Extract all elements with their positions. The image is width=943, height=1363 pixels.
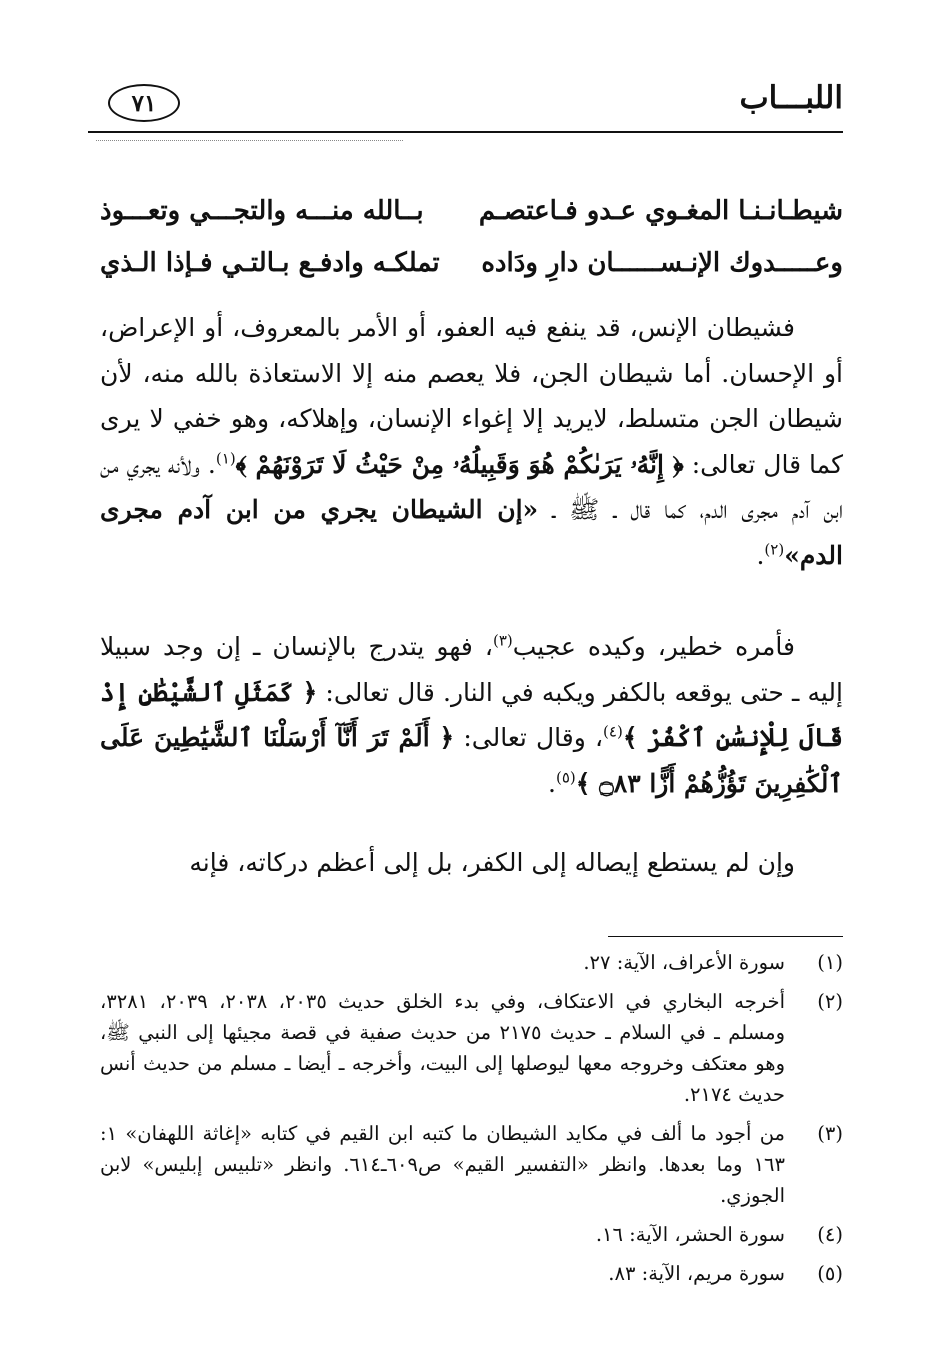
verse-first-hemistich: وعـــــدوك الإنـســــــان دارِ ودَاده bbox=[481, 248, 843, 278]
verse-first-hemistich: شيطـانـنـا المغـوي عـدو فـاعتصـم bbox=[478, 196, 843, 226]
footnote-ref: (٥) bbox=[556, 768, 576, 787]
footnote bbox=[100, 1258, 843, 1289]
paragraph-text: . bbox=[548, 768, 556, 798]
page-number: ٧١ bbox=[131, 89, 157, 117]
paragraph-1 bbox=[100, 305, 843, 578]
footnote-text: سورة الحشر، الآية: ١٦. bbox=[595, 1223, 785, 1246]
verse-second-hemistich: بــالله منـــه والتجـــي وتعـــوذ bbox=[100, 196, 424, 226]
footnote-number: (٥) bbox=[817, 1262, 843, 1285]
footnote-number: (٢) bbox=[817, 990, 843, 1013]
paragraph-text: فأمره خطير، وكيده عجيب bbox=[512, 632, 795, 661]
footnote bbox=[100, 1118, 843, 1211]
paragraph-text: . ولأنه يجري من ابن آدم مجرى الدم، كما قال ـ ﷺ ـ bbox=[100, 449, 844, 524]
paragraph-3 bbox=[100, 840, 843, 886]
hadith-quote: «إن الشيطان يجري من ابن آدم مجرى الدم» bbox=[100, 495, 843, 570]
footnote bbox=[100, 986, 843, 1110]
footnote-separator bbox=[608, 936, 843, 937]
quran-verse: ﴿ أَلَمْ تَرَ أَنَّآ أَرْسَلْنَا ٱلشَّيَٰطِينَ عَلَى ٱلْكَٰفِرِينَ تَؤُزُّهُمْ أَزًّا ۝٨٣ ﴾ bbox=[100, 723, 843, 798]
running-header-title: اللبـــاب bbox=[739, 80, 843, 116]
footnote-text: أخرجه البخاري في الاعتكاف، وفي بدء الخلق حديث ٢٠٣٥، ٢٠٣٨، ٢٠٣٩، ٣٢٨١، ومسلم ـ في السلام ـ حديث ٢١٧٥ من حديث صفية في قصة مجيئها إلى النبي ﷺ، وهو معتكف وخروجه معها ليوصلها إلى البيت، وأخرجه ـ أيضا ـ مسلم من حديث أنس حديث ٢١٧٤. bbox=[100, 990, 785, 1106]
footnote bbox=[100, 1219, 843, 1250]
quran-verse: ﴿ إِنَّهُۥ يَرَىٰكُمْ هُوَ وَقَبِيلُهُۥ مِنْ حَيْثُ لَا تَرَوْنَهُمْ ﴾ bbox=[235, 449, 684, 479]
paragraph-2 bbox=[100, 624, 843, 806]
page-number-badge bbox=[108, 84, 180, 122]
header-rule bbox=[88, 131, 843, 133]
footnote-number: (٣) bbox=[817, 1122, 843, 1145]
footnote-ref: (٤) bbox=[603, 722, 623, 741]
header-dotted-rule bbox=[96, 140, 403, 141]
footnote-ref: (٢) bbox=[764, 540, 785, 559]
footnote-ref: (٣) bbox=[492, 631, 513, 650]
footnote-number: (٤) bbox=[817, 1223, 843, 1246]
poem-verse bbox=[100, 196, 843, 240]
paragraph-text: فشيطان الإنس، قد ينفع فيه العفو، أو الأمر بالمعروف، أو الإعراض، أو الإحسان. أما شيطان الجن، فلا يعصم منه إلا الاستعاذة بالله منه، لأن شيطان الجن متسلط، لايريد إلا إغواء الإنسان، وإهلاكه، وهو خفي لا يرى كما قال تعالى: bbox=[100, 313, 843, 479]
paragraph-text: ، فهو يتدرج بالإنسان ـ إن وجد سبيلا إليه ـ حتى يوقعه بالكفر ويكبه في النار. قال تعالى: bbox=[100, 632, 843, 707]
paragraph-text: . bbox=[756, 540, 765, 570]
poem-verse bbox=[100, 248, 843, 292]
footnote-number: (١) bbox=[817, 951, 843, 974]
footnote-text: من أجود ما ألف في مكايد الشيطان ما كتبه ابن القيم في كتابه «إغاثة اللهفان» ١: ١٦٣ وما بعدها. وانظر «التفسير القيم» ص٦٠٩ـ٦١٤. وانظر «تلبيس إبليس» لابن الجوزي. bbox=[100, 1122, 785, 1207]
footnote-text: سورة مريم، الآية: ٨٣. bbox=[608, 1262, 785, 1285]
footnote-ref: (١) bbox=[215, 449, 236, 468]
paragraph-text: ، وقال تعالى: bbox=[454, 723, 604, 752]
footnote bbox=[100, 947, 843, 978]
footnote-text: سورة الأعراف، الآية: ٢٧. bbox=[583, 951, 785, 974]
verse-second-hemistich: تملكـه وادفـع بـالتـي فـإذا الـذي bbox=[100, 248, 440, 278]
footnotes bbox=[100, 947, 843, 1297]
paragraph-text: وإن لم يستطع إيصاله إلى الكفر، بل إلى أعظم دركاته، فإنه bbox=[189, 848, 795, 877]
quran-verse: ﴿ كَمَثَلِ ٱلشَّيْطَٰنِ إِذْ قَالَ لِلْإِنسَٰنِ ٱكْفُرْ ﴾ bbox=[100, 677, 843, 752]
